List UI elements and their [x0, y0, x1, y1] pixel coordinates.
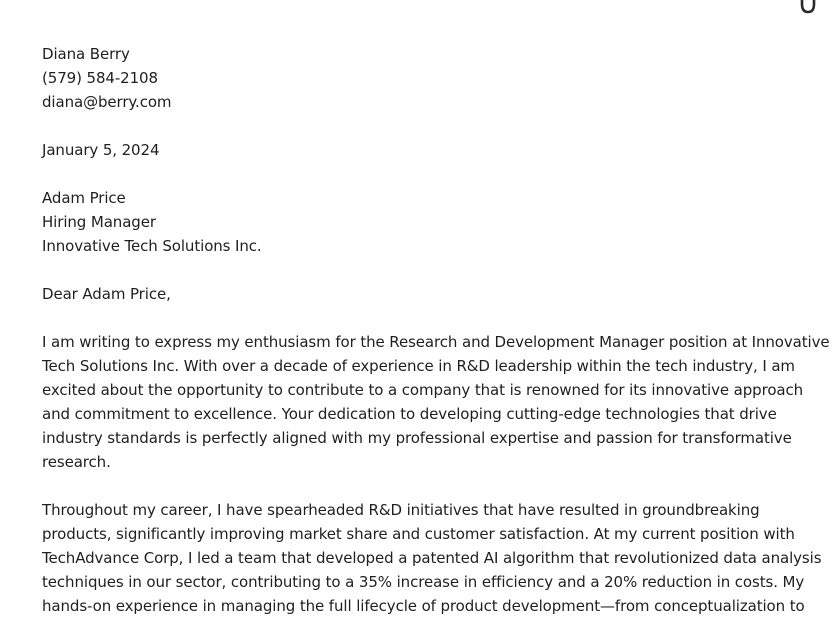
- date-block: [42, 138, 802, 162]
- paragraph-line: excited about the opportunity to contribute to a company that is renowned for its innovative approach: [42, 381, 804, 399]
- body-paragraph-2: [42, 498, 822, 618]
- sender-email: diana@berry.com: [42, 93, 172, 111]
- recipient-block: [42, 186, 802, 258]
- paragraph-line: industry standards is perfectly aligned with my professional expertise and passion for transformative: [42, 429, 792, 447]
- sender-name: Diana Berry: [42, 45, 130, 63]
- cover-letter: [42, 42, 830, 620]
- paragraph-line: research.: [42, 453, 111, 471]
- paragraph-line: techniques in our sector, contributing to a 35% increase in efficiency and a 20% reduction in costs. My: [42, 573, 805, 591]
- paragraph-line: TechAdvance Corp, I led a team that developed a patented AI algorithm that revolutionized data analysis: [42, 549, 822, 567]
- letter-date: January 5, 2024: [42, 141, 160, 159]
- paragraph-line: Tech Solutions Inc. With over a decade of experience in R&D leadership within the tech industry, I am: [42, 357, 795, 375]
- sender-block: [42, 42, 802, 114]
- body-paragraph-1: [42, 330, 830, 474]
- salutation: Dear Adam Price,: [42, 285, 171, 303]
- paragraph-line: I am writing to express my enthusiasm for the Research and Development Manager position at Innovative: [42, 333, 830, 351]
- paragraph-line: and commitment to excellence. Your dedication to developing cutting-edge technologies that drive: [42, 405, 777, 423]
- recipient-name: Adam Price: [42, 189, 126, 207]
- sender-phone: (579) 584-2108: [42, 69, 158, 87]
- recipient-title: Hiring Manager: [42, 213, 156, 231]
- salutation-block: [42, 282, 802, 306]
- recipient-company: Innovative Tech Solutions Inc.: [42, 237, 262, 255]
- paragraph-line: products, significantly improving market share and customer satisfaction. At my current position with: [42, 525, 795, 543]
- partial-shape-icon: [800, 0, 816, 14]
- paragraph-line: Throughout my career, I have spearheaded R&D initiatives that have resulted in groundbreaking: [42, 501, 760, 519]
- paragraph-line: hands-on experience in managing the full lifecycle of product development—from conceptualization to: [42, 597, 805, 615]
